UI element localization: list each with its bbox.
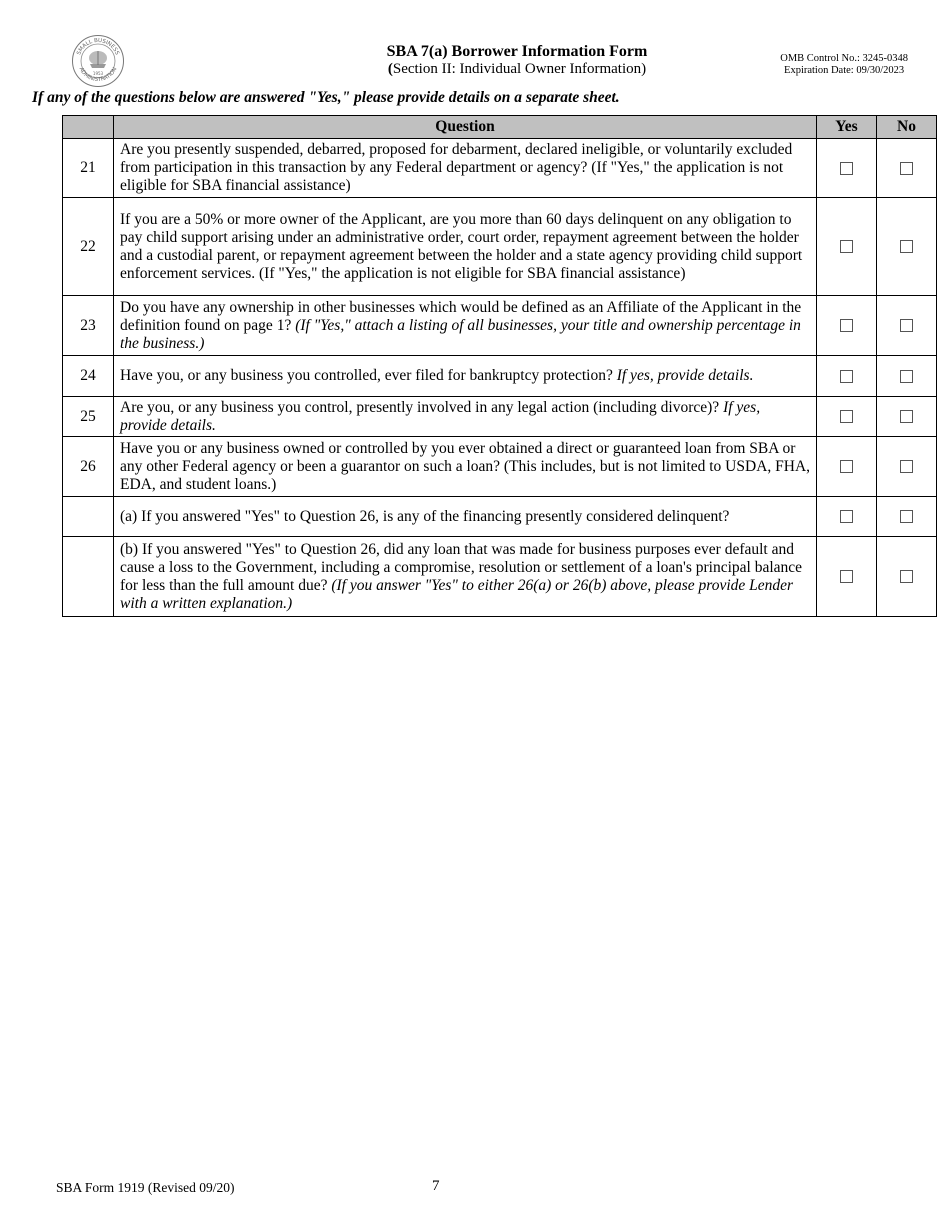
questions-table bbox=[62, 115, 937, 617]
table-row bbox=[63, 139, 937, 198]
question-number: 25 bbox=[63, 397, 114, 437]
no-checkbox[interactable] bbox=[900, 570, 913, 583]
yes-checkbox[interactable] bbox=[840, 460, 853, 473]
header-yes: Yes bbox=[817, 116, 877, 139]
table-row bbox=[63, 198, 937, 296]
no-checkbox[interactable] bbox=[900, 319, 913, 332]
table-row bbox=[63, 437, 937, 497]
no-checkbox[interactable] bbox=[900, 240, 913, 253]
yes-checkbox[interactable] bbox=[840, 240, 853, 253]
yes-checkbox[interactable] bbox=[840, 510, 853, 523]
no-checkbox[interactable] bbox=[900, 410, 913, 423]
omb-info bbox=[780, 53, 908, 77]
question-number: 26 bbox=[63, 437, 114, 497]
question-number bbox=[63, 537, 114, 617]
yes-checkbox[interactable] bbox=[840, 319, 853, 332]
yes-checkbox[interactable] bbox=[840, 410, 853, 423]
footer-form-id: SBA Form 1919 (Revised 09/20) bbox=[56, 1180, 235, 1195]
form-title: SBA 7(a) Borrower Information Form bbox=[386, 43, 648, 60]
header-no: No bbox=[877, 116, 937, 139]
no-checkbox[interactable] bbox=[900, 510, 913, 523]
question-text: (a) If you answered "Yes" to Question 26, is any of the financing presently considered delinquent? bbox=[114, 497, 817, 537]
omb-control-number: OMB Control No.: 3245-0348 bbox=[780, 53, 908, 64]
svg-text:1953: 1953 bbox=[92, 71, 104, 76]
footer-page-number: 7 bbox=[432, 1178, 440, 1194]
table-row bbox=[63, 296, 937, 356]
header-question: Question bbox=[114, 116, 817, 139]
question-number bbox=[63, 497, 114, 537]
header-number bbox=[63, 116, 114, 139]
table-row bbox=[63, 497, 937, 537]
yes-checkbox[interactable] bbox=[840, 370, 853, 383]
no-checkbox[interactable] bbox=[900, 460, 913, 473]
table-row bbox=[63, 537, 937, 617]
question-text: Do you have any ownership in other businesses which would be defined as an Affiliate of the Applicant in the definition found on page 1? (If "Yes," attach a listing of all businesses, your title and ownership percentage in the business.) bbox=[114, 296, 817, 356]
expiration-date: Expiration Date: 09/30/2023 bbox=[784, 65, 905, 76]
no-checkbox[interactable] bbox=[900, 370, 913, 383]
question-text: (b) If you answered "Yes" to Question 26, did any loan that was made for business purposes ever default and cause a loss to the Government, including a compromise, resolution or settlement of a loan's principal balance for less than the full amount due? (If you answer "Yes" to either 26(a) or 26(b) above, please provide Lender with a written explanation.) bbox=[114, 537, 817, 617]
form-subtitle: (Section II: Individual Owner Information) bbox=[387, 61, 647, 77]
table-row bbox=[63, 397, 937, 437]
table-row bbox=[63, 356, 937, 397]
no-checkbox[interactable] bbox=[900, 162, 913, 175]
question-number: 23 bbox=[63, 296, 114, 356]
question-text: Have you, or any business you controlled, ever filed for bankruptcy protection? If yes, provide details. bbox=[114, 356, 817, 397]
question-text: Are you presently suspended, debarred, proposed for debarment, declared ineligible, or voluntarily excluded from participation in this transaction by any Federal department or agency? (If "Yes," the application is not eligible for SBA financial assistance) bbox=[114, 139, 817, 198]
question-text: Have you or any business owned or controlled by you ever obtained a direct or guaranteed loan from SBA or any other Federal agency or been a guarantor on such a loan? (This includes, but is not limited to USDA, FHA, EDA, and student loans.) bbox=[114, 437, 817, 497]
table-header-row bbox=[63, 116, 937, 139]
instruction-text: If any of the questions below are answered "Yes," please provide details on a separate sheet. bbox=[32, 89, 620, 106]
question-number: 22 bbox=[63, 198, 114, 296]
question-number: 24 bbox=[63, 356, 114, 397]
svg-text:ADMINISTRATION: ADMINISTRATION bbox=[77, 66, 119, 84]
question-text: Are you, or any business you control, presently involved in any legal action (including divorce)? If yes, provide details. bbox=[114, 397, 817, 437]
yes-checkbox[interactable] bbox=[840, 162, 853, 175]
question-number: 21 bbox=[63, 139, 114, 198]
question-text: If you are a 50% or more owner of the Applicant, are you more than 60 days delinquent on any obligation to pay child support arising under an administrative order, court order, repayment agreement between the holder and a custodial parent, or repayment agreement between the holder and a state agency providing child support enforcement services. (If "Yes," the application is not eligible for SBA financial assistance) bbox=[114, 198, 817, 296]
yes-checkbox[interactable] bbox=[840, 570, 853, 583]
svg-text:SMALL BUSINESS: SMALL BUSINESS bbox=[76, 37, 120, 56]
